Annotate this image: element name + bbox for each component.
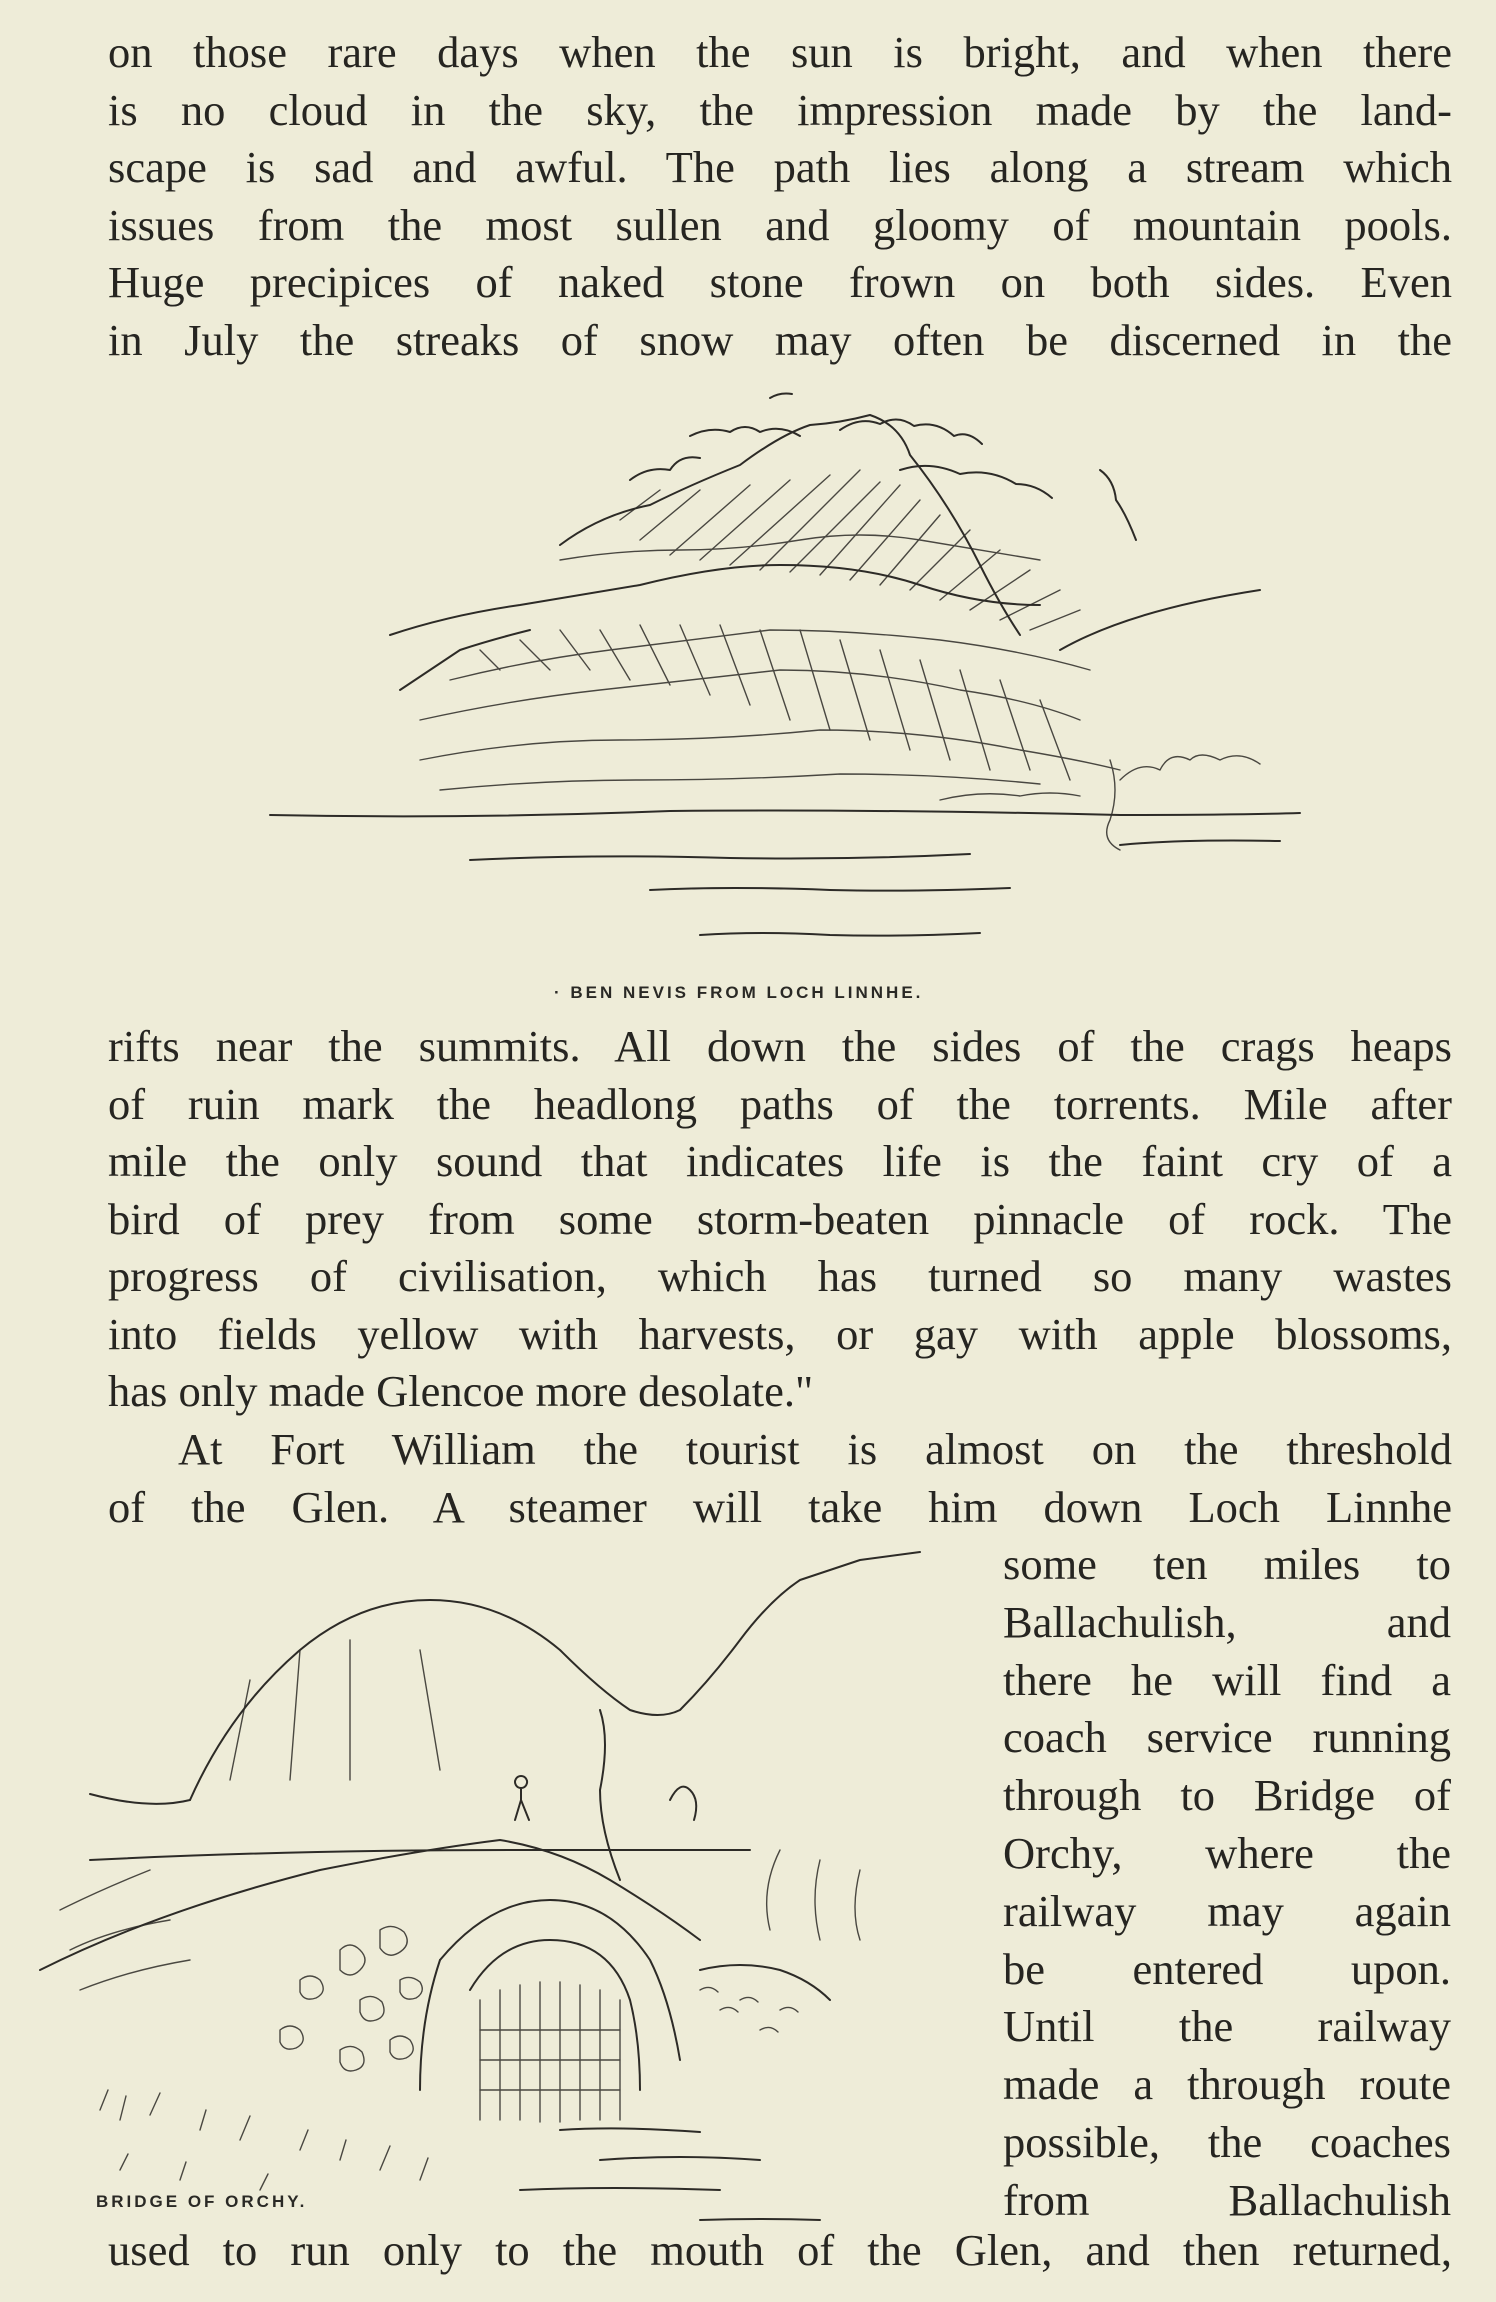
- text-line: progress of civilisation, which has turned so many wastes: [108, 1251, 1452, 1301]
- bridge-of-orchy-illustration: [0, 1530, 1000, 2230]
- text-line: some ten miles to: [1003, 1539, 1451, 1589]
- text-line: has only made Glencoe more desolate.": [108, 1366, 814, 1416]
- text-line: into fields yellow with harvests, or gay with apple blossoms,: [108, 1308, 1452, 1359]
- text-line: Orchy, where the: [1003, 1827, 1451, 1878]
- text-line: of ruin mark the headlong paths of the torrents. Mile after: [108, 1078, 1452, 1129]
- text-line: made a through route: [1003, 2059, 1451, 2110]
- text-line: there he will find a: [1003, 1654, 1451, 1705]
- text-line: scape is sad and awful. The path lies along a stream which: [108, 142, 1452, 192]
- paragraph-fort-william: [108, 1421, 1452, 1536]
- ben-nevis-illustration: [0, 0, 1496, 1000]
- text-line: on those rare days when the sun is bright, and when there: [108, 27, 1452, 77]
- text-line: from Ballachulish: [1003, 2174, 1451, 2225]
- text-line: in July the streaks of snow may often be discerned in the: [108, 314, 1452, 365]
- text-line: rifts near the summits. All down the sides of the crags heaps: [108, 1021, 1452, 1071]
- text-line: coach service running: [1003, 1712, 1451, 1763]
- figure-caption-bridge-of-orchy: BRIDGE OF ORCHY.: [96, 2192, 308, 2211]
- text-line: used to run only to the mouth of the Glen, and then returned,: [108, 2225, 1452, 2275]
- text-line: bird of prey from some storm-beaten pinnacle of rock. The: [108, 1193, 1452, 1244]
- text-line: Huge precipices of naked stone frown on both sides. Even: [108, 257, 1452, 307]
- paragraph-wrap-column: [1003, 1536, 1451, 2230]
- figure-caption-ben-nevis: · BEN NEVIS FROM LOCH LINNHE.: [554, 983, 924, 1002]
- text-line: issues from the most sullen and gloomy of mountain pools.: [108, 199, 1452, 250]
- text-line: is no cloud in the sky, the impression made by the land-: [108, 84, 1452, 135]
- text-line: through to Bridge of: [1003, 1770, 1451, 1821]
- text-line: possible, the coaches: [1003, 2116, 1451, 2167]
- text-line: of the Glen. A steamer will take him down Loch Linnhe: [108, 1481, 1452, 1532]
- text-line: be entered upon.: [1003, 1943, 1451, 1994]
- text-line: railway may again: [1003, 1885, 1451, 1936]
- paragraph-bottom: [108, 2222, 1452, 2280]
- text-line: mile the only sound that indicates life is the faint cry of a: [108, 1136, 1452, 1186]
- paragraph-middle: [108, 1018, 1452, 1421]
- text-line: At Fort William the tourist is almost on the threshold: [178, 1424, 1452, 1474]
- text-line: Ballachulish, and: [1003, 1596, 1451, 1647]
- text-line: Until the railway: [1003, 2001, 1451, 2052]
